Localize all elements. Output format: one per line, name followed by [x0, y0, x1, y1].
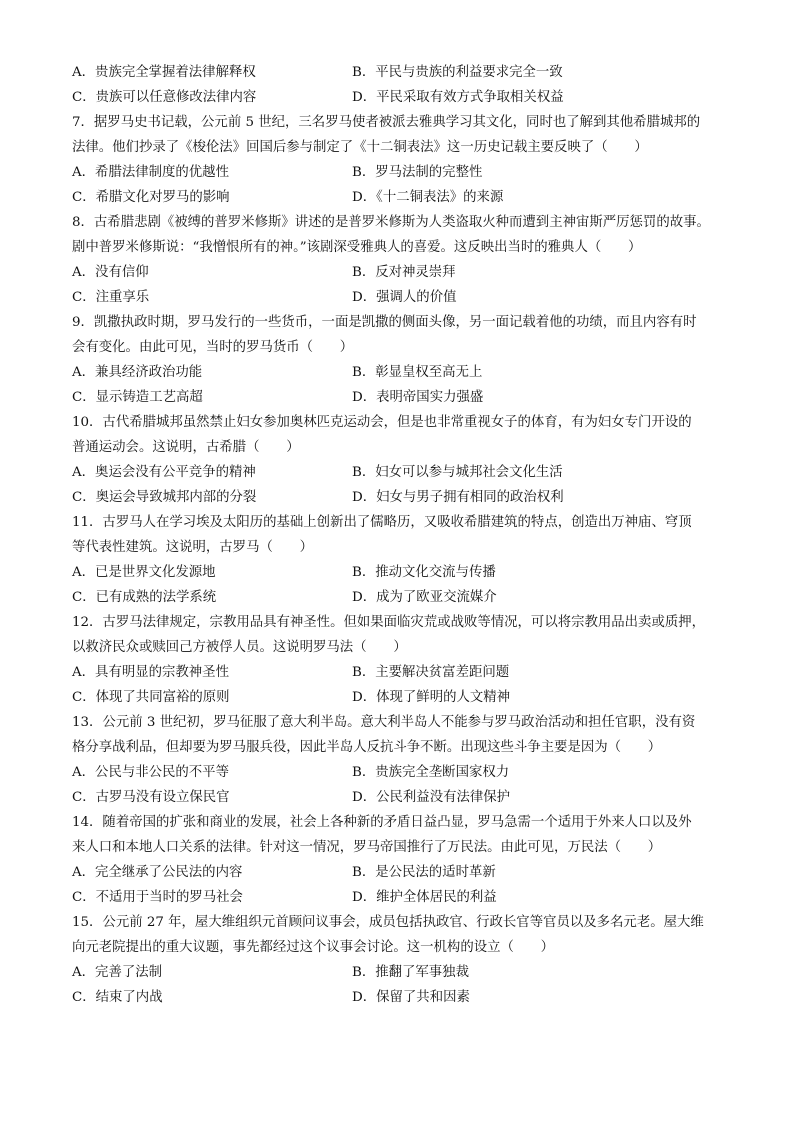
option-b: B．反对神灵崇拜	[352, 265, 456, 280]
question-10-stem: 10．古代希腊城邦虽然禁止妇女参加奥林匹克运动会，但是也非常重视女子的体育，有为妇女专门开设的	[72, 415, 692, 430]
option-c: C．体现了共同富裕的原则	[72, 690, 230, 705]
option-c: C．古罗马没有设立保民官	[72, 790, 230, 805]
option-d: D．保留了共和因素	[352, 990, 470, 1005]
option-c: C．奥运会导致城邦内部的分裂	[72, 490, 257, 505]
option-d: D．《十二铜表法》的来源	[352, 190, 504, 205]
option-b: B．妇女可以参与城邦社会文化生活	[352, 465, 563, 480]
option-a: A．公民与非公民的不平等	[72, 765, 229, 780]
question-14-stem: 14．随着帝国的扩张和商业的发展，社会上各种新的矛盾日益凸显，罗马急需一个适用于外来人口以及外	[72, 815, 692, 830]
question-13-stem-cont: 格分享战利品，但却要为罗马服兵役，因此半岛人反抗斗争不断。出现这些斗争主要是因为（ ）	[72, 740, 662, 755]
question-7-stem: 7．据罗马史书记载，公元前 5 世纪，三名罗马使者被派去雅典学习其文化，同时也了解到其他希腊城邦的	[72, 115, 701, 130]
option-a: A．奥运会没有公平竞争的精神	[72, 465, 256, 480]
option-a: A．没有信仰	[72, 265, 149, 280]
question-12-stem: 12．古罗马法律规定，宗教用品具有神圣性。但如果面临灾荒或战败等情况，可以将宗教用品出卖或质押，	[72, 615, 706, 630]
option-d: D．成为了欧亚交流媒介	[352, 590, 497, 605]
question-12-stem-cont: 以救济民众或赎回己方被俘人员。这说明罗马法（ ）	[72, 640, 407, 655]
option-b: B．推翻了军事独裁	[352, 965, 469, 980]
option-c: C．显示铸造工艺高超	[72, 390, 203, 405]
question-8-stem-cont: 剧中普罗米修斯说：“我憎恨所有的神。”该剧深受雅典人的喜爱。这反映出当时的雅典人（ ）	[72, 240, 642, 255]
question-8-stem: 8．古希腊悲剧《被缚的普罗米修斯》讲述的是普罗米修斯为人类盗取火种而遭到主神宙斯严厉惩罚的故事。	[72, 215, 710, 230]
question-13-stem: 13．公元前 3 世纪初，罗马征服了意大利半岛。意大利半岛人不能参与罗马政治活动和担任官职，没有资	[72, 715, 696, 730]
option-d: D．公民利益没有法律保护	[352, 790, 511, 805]
option-a: A．希腊法律制度的优越性	[72, 165, 229, 180]
question-15-stem: 15．公元前 27 年，屋大维组织元首顾问议事会，成员包括执政官、行政长官等官员以及多名元老。屋大维	[72, 915, 704, 930]
option-d: D．强调人的价值	[352, 290, 457, 305]
question-11-stem-cont: 等代表性建筑。这说明，古罗马（ ）	[72, 540, 314, 555]
option-a: A．完全继承了公民法的内容	[72, 865, 243, 880]
option-d: D．维护全体居民的利益	[352, 890, 497, 905]
option-b: B．平民与贵族的利益要求完全一致	[352, 65, 563, 80]
option-a: A．兼具经济政治功能	[72, 365, 203, 380]
question-7-stem-cont: 法律。他们抄录了《梭伦法》回国后参与制定了《十二铜表法》这一历史记载主要反映了（ ）	[72, 140, 648, 155]
question-10-stem-cont: 普通运动会。这说明，古希腊（ ）	[72, 440, 300, 455]
option-c: C．已有成熟的法学系统	[72, 590, 217, 605]
option-d: D．妇女与男子拥有相同的政治权利	[352, 490, 564, 505]
option-d: D．平民采取有效方式争取相关权益	[352, 90, 564, 105]
option-c: C．不适用于当时的罗马社会	[72, 890, 243, 905]
question-11-stem: 11．古罗马人在学习埃及太阳历的基础上创新出了儒略历，又吸收希腊建筑的特点，创造出万神庙、穹顶	[72, 515, 692, 530]
option-c: C．注重享乐	[72, 290, 150, 305]
option-a: A．完善了法制	[72, 965, 163, 980]
option-b: B．罗马法制的完整性	[352, 165, 483, 180]
option-c: C．结束了内战	[72, 990, 163, 1005]
option-b: B．是公民法的适时革新	[352, 865, 496, 880]
option-b: B．彰显皇权至高无上	[352, 365, 483, 380]
option-b: B．推动文化交流与传播	[352, 565, 496, 580]
option-c: C．贵族可以任意修改法律内容	[72, 90, 257, 105]
option-a: A．贵族完全掌握着法律解释权	[72, 65, 256, 80]
option-c: C．希腊文化对罗马的影响	[72, 190, 230, 205]
option-b: B．主要解决贫富差距问题	[352, 665, 510, 680]
option-a: A．具有明显的宗教神圣性	[72, 665, 229, 680]
option-d: D．表明帝国实力强盛	[352, 390, 484, 405]
question-14-stem-cont: 来人口和本地人口关系的法律。针对这一情况，罗马帝国推行了万民法。由此可见，万民法（ ）	[72, 840, 662, 855]
question-15-stem-cont: 向元老院提出的重大议题，事先都经过这个议事会讨论。这一机构的设立（ ）	[72, 940, 555, 955]
question-9-stem-cont: 会有变化。由此可见，当时的罗马货币（ ）	[72, 340, 354, 355]
question-9-stem: 9．凯撒执政时期，罗马发行的一些货币，一面是凯撒的侧面头像，另一面记载着他的功绩，而且内容有时	[72, 315, 697, 330]
option-d: D．体现了鲜明的人文精神	[352, 690, 511, 705]
option-b: B．贵族完全垄断国家权力	[352, 765, 510, 780]
option-a: A．已是世界文化发源地	[72, 565, 216, 580]
